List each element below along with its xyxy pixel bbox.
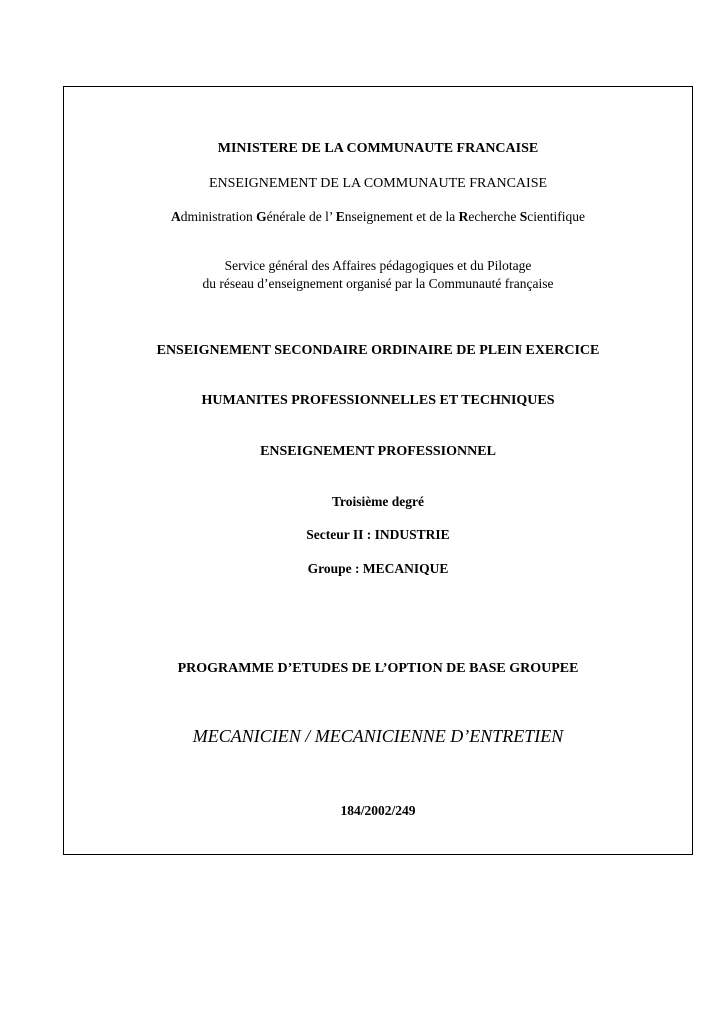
admin-part-1: dministration xyxy=(180,209,257,224)
admin-letter-a: A xyxy=(170,209,181,224)
degree-label: Troisième degré xyxy=(331,494,425,509)
admin-part-7: echerche xyxy=(468,209,520,224)
service-line-1: Service général des Affaires pédagogiques et du Pilotage xyxy=(224,258,532,273)
humanities-title: HUMANITES PROFESSIONNELLES ET TECHNIQUES xyxy=(201,393,555,408)
admin-part-5: nseignement et de la xyxy=(344,209,459,224)
admin-letter-s: S xyxy=(519,209,528,224)
education-type: ENSEIGNEMENT PROFESSIONNEL xyxy=(260,444,496,459)
admin-letter-e: E xyxy=(335,209,345,224)
ministry-title: MINISTERE DE LA COMMUNAUTE FRANCAISE xyxy=(217,141,539,156)
option-title: MECANICIEN / MECANICIENNE D’ENTRETIEN xyxy=(192,726,564,746)
administration-line xyxy=(63,209,693,225)
service-line-2: du réseau d’enseignement organisé par la Communauté française xyxy=(202,276,554,291)
reference-number: 184/2002/249 xyxy=(340,803,416,818)
admin-part-9: cientifique xyxy=(527,209,586,224)
admin-letter-g: G xyxy=(256,209,267,224)
programme-title: PROGRAMME D’ETUDES DE L’OPTION DE BASE GROUPEE xyxy=(177,661,579,676)
admin-part-3: énérale de l’ xyxy=(266,209,336,224)
group-label: Groupe : MECANIQUE xyxy=(307,561,449,576)
teaching-network: ENSEIGNEMENT DE LA COMMUNAUTE FRANCAISE xyxy=(208,176,548,191)
sector-label: Secteur II : INDUSTRIE xyxy=(306,527,450,542)
admin-letter-r: R xyxy=(458,209,469,224)
education-level: ENSEIGNEMENT SECONDAIRE ORDINAIRE DE PLEIN EXERCICE xyxy=(156,343,600,358)
